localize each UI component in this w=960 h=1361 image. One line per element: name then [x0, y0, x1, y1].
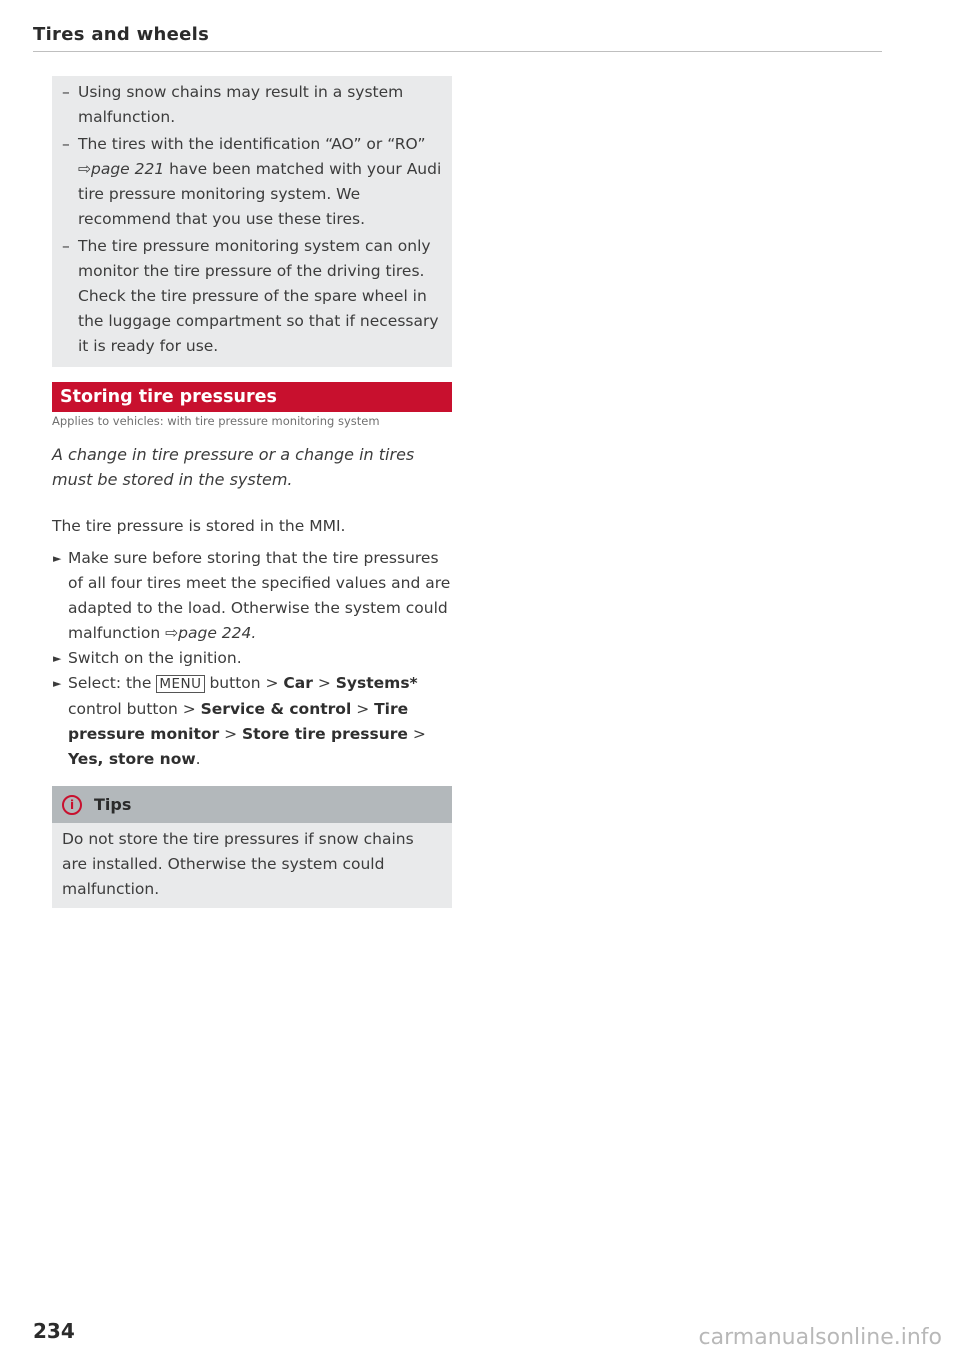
bullet-icon: ► — [53, 552, 62, 565]
page-header — [33, 24, 882, 52]
note-item: – Using snow chains may result in a system malfunction. — [62, 83, 404, 126]
step-list — [52, 546, 452, 772]
watermark: carmanualsonline.info — [698, 1325, 942, 1350]
cross-reference-link[interactable]: ⇨page 224. — [165, 624, 257, 642]
body-paragraph: The tire pressure is stored in the MMI. — [52, 517, 346, 535]
tips-body: Do not store the tire pressures if snow chains are installed. Otherwise the system could malfunction. — [52, 823, 452, 908]
tips-header — [52, 786, 452, 823]
note-item: – The tires with the identification “AO” or “RO” ⇨page 221 have been matched with your Audi tire pressure monitoring system. We recommend that you use these tires. — [62, 135, 442, 228]
step-item: ► Make sure before storing that the tire pressures of all four tires meet the specified values and are adapted to the load. Otherwise the system could malfunction ⇨page 224. — [52, 546, 452, 646]
intro-text: A change in tire pressure or a change in tires must be stored in the system. — [52, 445, 415, 489]
info-icon: i — [62, 795, 82, 815]
page-number: 234 — [33, 1319, 75, 1343]
note-item: – The tire pressure monitoring system can only monitor the tire pressure of the driving tires. Check the tire pressure of the spare wheel in the luggage compartment so that if necessary it is ready for use. — [62, 237, 439, 355]
menu-key-label: MENU — [156, 675, 204, 693]
tips-label: Tips — [94, 795, 132, 814]
step-item: ► Select: the MENU button > Car > Systems* control button > Service & control > Tire pressure monitor > Store tire pressure > Yes, store now. — [52, 671, 452, 772]
note-box — [52, 76, 452, 367]
bullet-icon: ► — [53, 652, 62, 665]
header-title: Tires and wheels — [33, 24, 210, 45]
step-item: ► Switch on the ignition. — [52, 646, 452, 671]
bullet-icon: ► — [53, 677, 62, 690]
applies-note: Applies to vehicles: with tire pressure monitoring system — [52, 414, 380, 428]
section-heading: Storing tire pressures — [52, 382, 452, 412]
cross-reference-link[interactable]: ⇨page 221 — [78, 160, 165, 178]
